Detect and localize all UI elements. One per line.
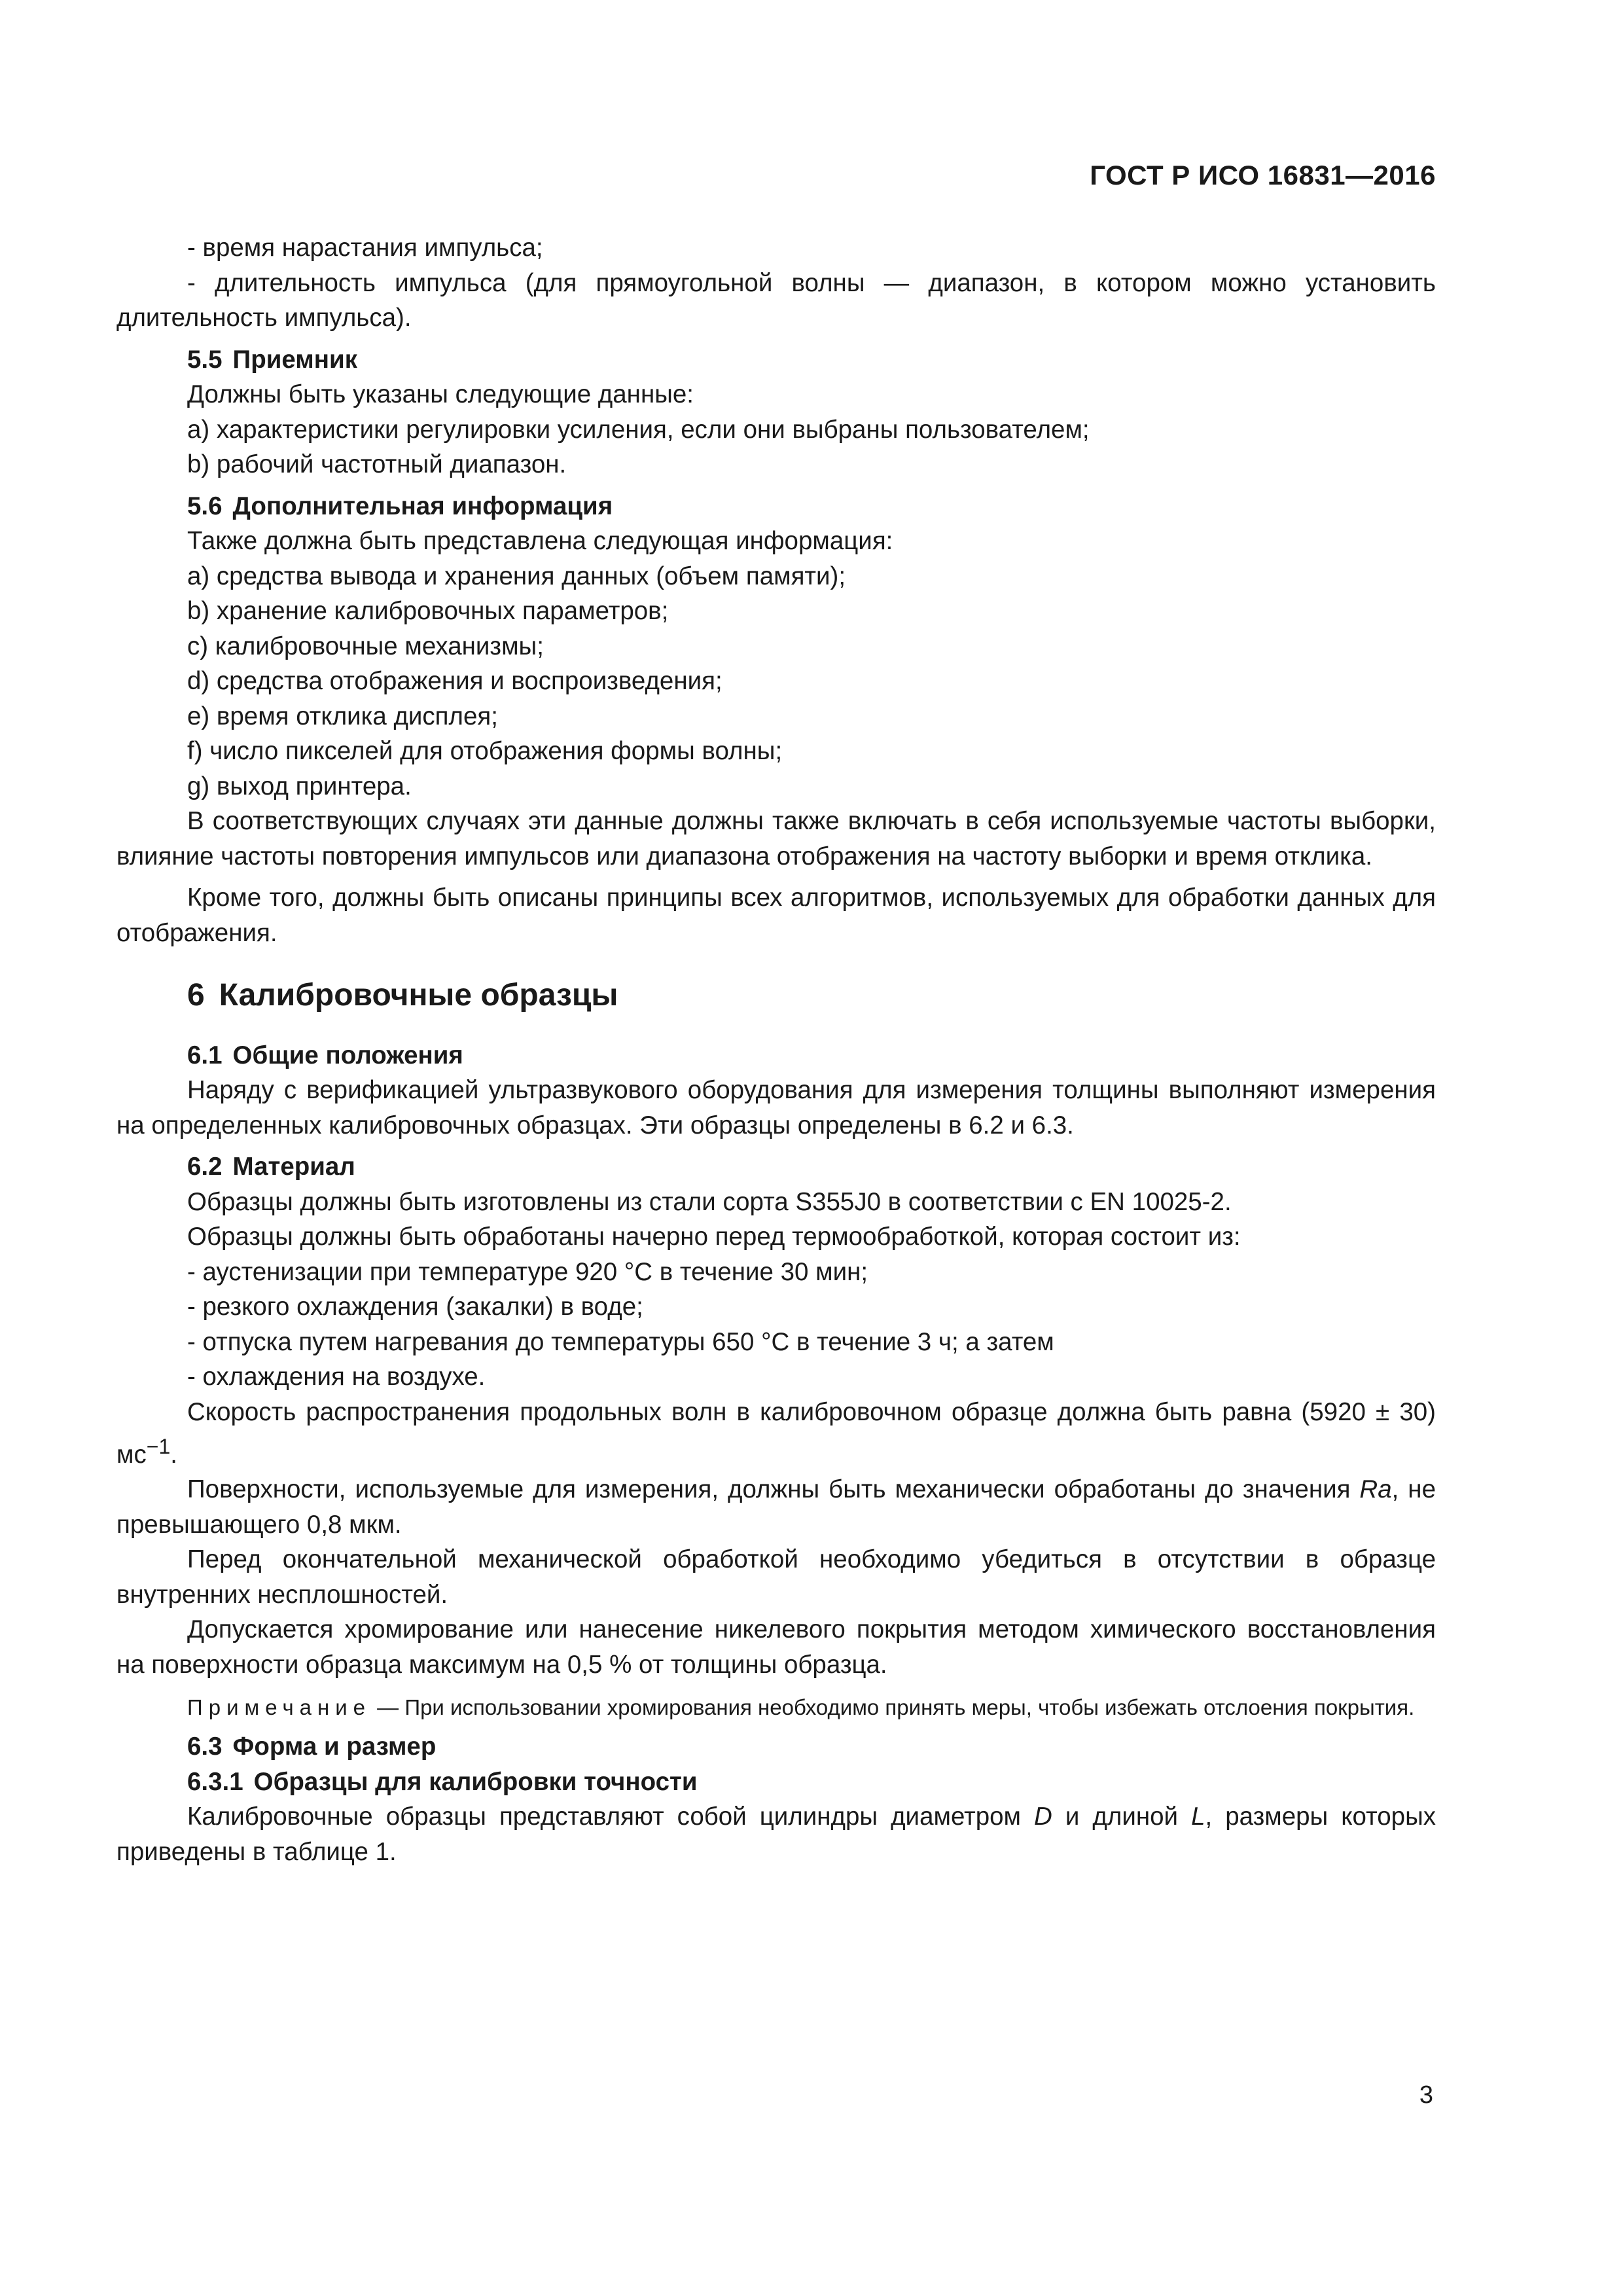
s5-6-item-d: d) средства отображения и воспроизведения; [187, 667, 722, 695]
surface-text: Поверхности, используемые для измерения, должны быть механически обработаны до значения [187, 1475, 1351, 1504]
s5-6-item-f: f) число пикселей для отображения формы волны; [187, 737, 783, 765]
diameter-symbol: D [1034, 1803, 1052, 1831]
s5-6-item-c: c) калибровочные механизмы; [187, 632, 544, 660]
s6-2-item-3: - отпуска путем нагревания до температуры 650 °С в течение 3 ч; а затем [187, 1327, 1054, 1356]
s6-1-paragraph: Наряду с верификацией ультразвукового оборудования для измерения толщины выполняют измерения на определенных калибровочных образцах. Эти образцы определены в 6.2 и 6.3. [116, 1076, 1436, 1139]
s6-2-item-2: - резкого охлаждения (закалки) в воде; [187, 1293, 643, 1321]
heading-6-1 [116, 1038, 1436, 1073]
s6-2-surface-paragraph [116, 1472, 1436, 1542]
s6-2-item-4: - охлаждения на воздухе. [187, 1363, 486, 1391]
s6-2-paragraph-1: Образцы должны быть изготовлены из стали сорта S355J0 в соответствии с EN 10025-2. [187, 1187, 1232, 1216]
s5-6-paragraph-1: В соответствующих случаях эти данные должны также включать в себя используемые частоты выборки, влияние частоты повторения импульсов или диапазона отображения на частоту выборки и время отклика. [116, 807, 1436, 870]
heading-number: 6 [187, 978, 205, 1013]
heading-number: 6.3.1 [187, 1767, 243, 1796]
heading-6-2 [116, 1149, 1436, 1185]
heading-title: Приемник [232, 345, 357, 374]
paragraph-text-part: и длиной [1052, 1803, 1179, 1831]
s6-2-paragraph-2: Образцы должны быть обработаны начерно перед термообработкой, которая состоит из: [187, 1223, 1241, 1251]
heading-title: Образцы для калибровки точности [253, 1767, 698, 1796]
velocity-text: Скорость распространения продольных волн в калибровочном образце должна быть равна (5920 ± 30) мс [116, 1397, 1436, 1469]
heading-title: Материал [232, 1153, 355, 1181]
heading-number: 5.5 [187, 345, 223, 374]
s6-3-1-paragraph [116, 1799, 1436, 1869]
page-number: 3 [1419, 2081, 1433, 2109]
s5-5-lead: Должны быть указаны следующие данные: [187, 380, 694, 408]
note-label: Примечание [187, 1695, 372, 1720]
s5-5-item-b: b) рабочий частотный диапазон. [187, 450, 567, 478]
heading-number: 6.1 [187, 1041, 223, 1069]
heading-title: Форма и размер [232, 1732, 437, 1761]
heading-5-6 [116, 489, 1436, 524]
heading-6-3-1 [116, 1765, 1436, 1800]
heading-number: 6.2 [187, 1153, 223, 1181]
s5-6-lead: Также должна быть представлена следующая информация: [187, 527, 893, 555]
heading-6 [116, 978, 1436, 1013]
s5-6-paragraph-2: Кроме того, должны быть описаны принципы всех алгоритмов, используемых для обработки данных для отображения. [116, 884, 1436, 947]
paragraph-text-part: , размеры которых приведены в таблице 1. [116, 1803, 1436, 1866]
surface-end: , не превышающего 0,8 мкм. [116, 1475, 1436, 1539]
heading-5-5 [116, 342, 1436, 378]
heading-title: Калибровочные образцы [219, 978, 618, 1013]
s5-6-item-b: b) хранение калибровочных параметров; [187, 597, 669, 625]
heading-title: Дополнительная информация [232, 492, 613, 520]
s6-2-note [116, 1693, 1436, 1723]
s6-2-defects-paragraph: Перед окончательной механической обработкой необходимо убедиться в отсутствии в образце внутренних несплошностей. [116, 1545, 1436, 1609]
paragraph-text-part: Калибровочные образцы представляют собой цилиндры диаметром [187, 1803, 1022, 1831]
s5-6-item-a: a) средства вывода и хранения данных (объем памяти); [187, 562, 846, 590]
note-text: — При использовании хромирования необходимо принять меры, чтобы избежать отслоения покрытия. [371, 1695, 1415, 1720]
document-header-id: ГОСТ Р ИСО 16831—2016 [1090, 160, 1436, 190]
s6-2-velocity-paragraph [116, 1395, 1436, 1473]
heading-number: 6.3 [187, 1732, 223, 1761]
heading-6-3 [116, 1729, 1436, 1765]
length-symbol: L [1191, 1803, 1205, 1831]
s5-5-item-a: a) характеристики регулировки усиления, если они выбраны пользователем; [187, 415, 1090, 444]
velocity-end: . [170, 1440, 177, 1469]
s6-2-item-1: - аустенизации при температуре 920 °С в течение 30 мин; [187, 1257, 868, 1286]
heading-title: Общие положения [232, 1041, 463, 1069]
intro-item-2: - длительность импульса (для прямоугольной волны — диапазон, в котором можно установить длительность импульса). [116, 268, 1436, 332]
velocity-exponent: −1 [146, 1435, 171, 1458]
s5-6-item-e: e) время отклика дисплея; [187, 702, 498, 730]
document-body [116, 230, 1436, 1869]
s5-6-item-g: g) выход принтера. [187, 772, 412, 800]
surface-symbol: Ra [1359, 1475, 1392, 1504]
heading-number: 5.6 [187, 492, 223, 520]
intro-item-1: - время нарастания импульса; [187, 234, 543, 262]
s6-2-chrome-paragraph: Допускается хромирование или нанесение никелевого покрытия методом химического восстановления на поверхности образца максимум на 0,5 % от толщины образца. [116, 1615, 1436, 1679]
